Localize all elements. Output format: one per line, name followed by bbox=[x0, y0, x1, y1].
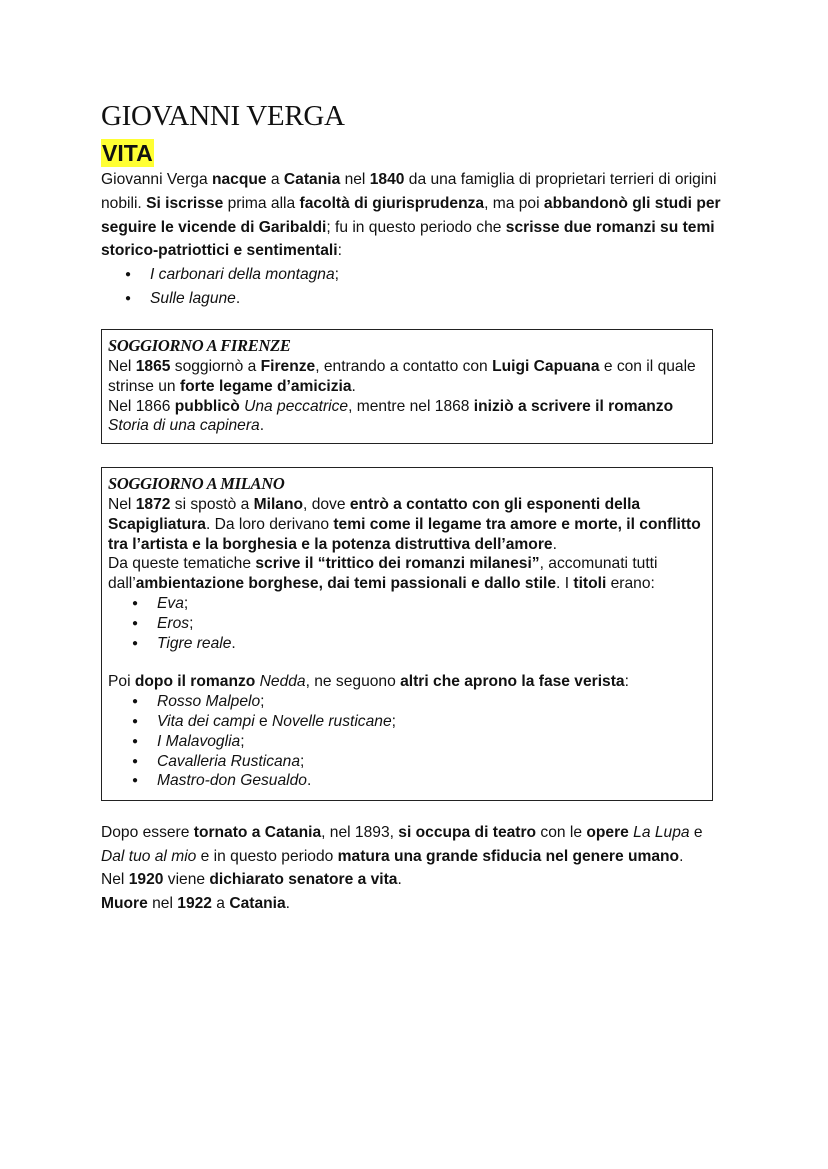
intro-text: Giovanni Verga nacque a Catania nel 1840 da una famiglia di proprietari terrieri di origini nobili. Si iscrisse prima alla facoltà di giurisprudenza, ma poi abbandonò gli studi per seguire le vicende di Garibaldi; fu in questo periodo che scrisse due romanzi su temi storico-patriottici e sentimentali: bbox=[101, 171, 721, 260]
outro-text-3: Muore nel 1922 a Catania. bbox=[101, 894, 290, 912]
spacer bbox=[108, 653, 712, 672]
milano-heading: SOGGIORNO A MILANO bbox=[108, 474, 285, 493]
list-item: ● Vita dei campi e Novelle rusticane; bbox=[157, 712, 712, 732]
firenze-text-1: Nel 1865 soggiornò a Firenze, entrando a contatto con Luigi Capuana e con il quale strinse un forte legame d’amicizia. bbox=[108, 358, 696, 395]
list-item: ● Tigre reale. bbox=[157, 634, 712, 654]
early-novels-list bbox=[101, 263, 731, 311]
milano-text-3: Poi dopo il romanzo Nedda, ne seguono altri che aprono la fase verista: bbox=[108, 673, 629, 691]
intro-paragraph bbox=[101, 168, 731, 311]
list-item: ● Sulle lagune. bbox=[150, 287, 731, 311]
firenze-box bbox=[101, 329, 713, 444]
outro-text-2: Nel 1920 viene dichiarato senatore a vita. bbox=[101, 871, 402, 889]
milano-text-1: Nel 1872 si spostò a Milano, dove entrò a contatto con gli esponenti della Scapigliatura. Da loro derivano temi come il legame tra amore e morte, il conflitto tra l’artista e la borghesia e la potenza distruttiva dell’amore. bbox=[108, 496, 701, 553]
milano-text-2: Da queste tematiche scrive il “trittico dei romanzi milanesi”, accomunati tutti dall’ambientazione borghese, dai temi passionali e dallo stile. I titoli erano: bbox=[108, 555, 658, 593]
list-item: ● Eros; bbox=[157, 614, 712, 634]
outro-paragraph bbox=[101, 821, 711, 915]
outro-text-1: Dopo essere tornato a Catania, nel 1893, si occupa di teatro con le opere La Lupa e Dal tuo al mio e in questo periodo matura una grande sfiducia nel genere umano. bbox=[101, 824, 703, 865]
list-item: ● I carbonari della montagna; bbox=[150, 263, 731, 287]
firenze-text-2: Nel 1866 pubblicò Una peccatrice, mentre nel 1868 iniziò a scrivere il romanzo Storia di una capinera. bbox=[108, 397, 674, 435]
list-item: ● Cavalleria Rusticana; bbox=[157, 752, 712, 772]
section-heading-vita: VITA bbox=[102, 140, 153, 166]
list-item: ● I Malavoglia; bbox=[157, 732, 712, 752]
page-title: GIOVANNI VERGA bbox=[101, 100, 345, 132]
verist-works-list bbox=[108, 692, 712, 791]
list-item: ● Rosso Malpelo; bbox=[157, 692, 712, 712]
list-item: ● Eva; bbox=[157, 594, 712, 614]
milano-box bbox=[101, 467, 713, 801]
milanese-novels-list bbox=[108, 594, 712, 653]
firenze-heading: SOGGIORNO A FIRENZE bbox=[108, 336, 291, 355]
list-item: ● Mastro-don Gesualdo. bbox=[157, 771, 712, 791]
